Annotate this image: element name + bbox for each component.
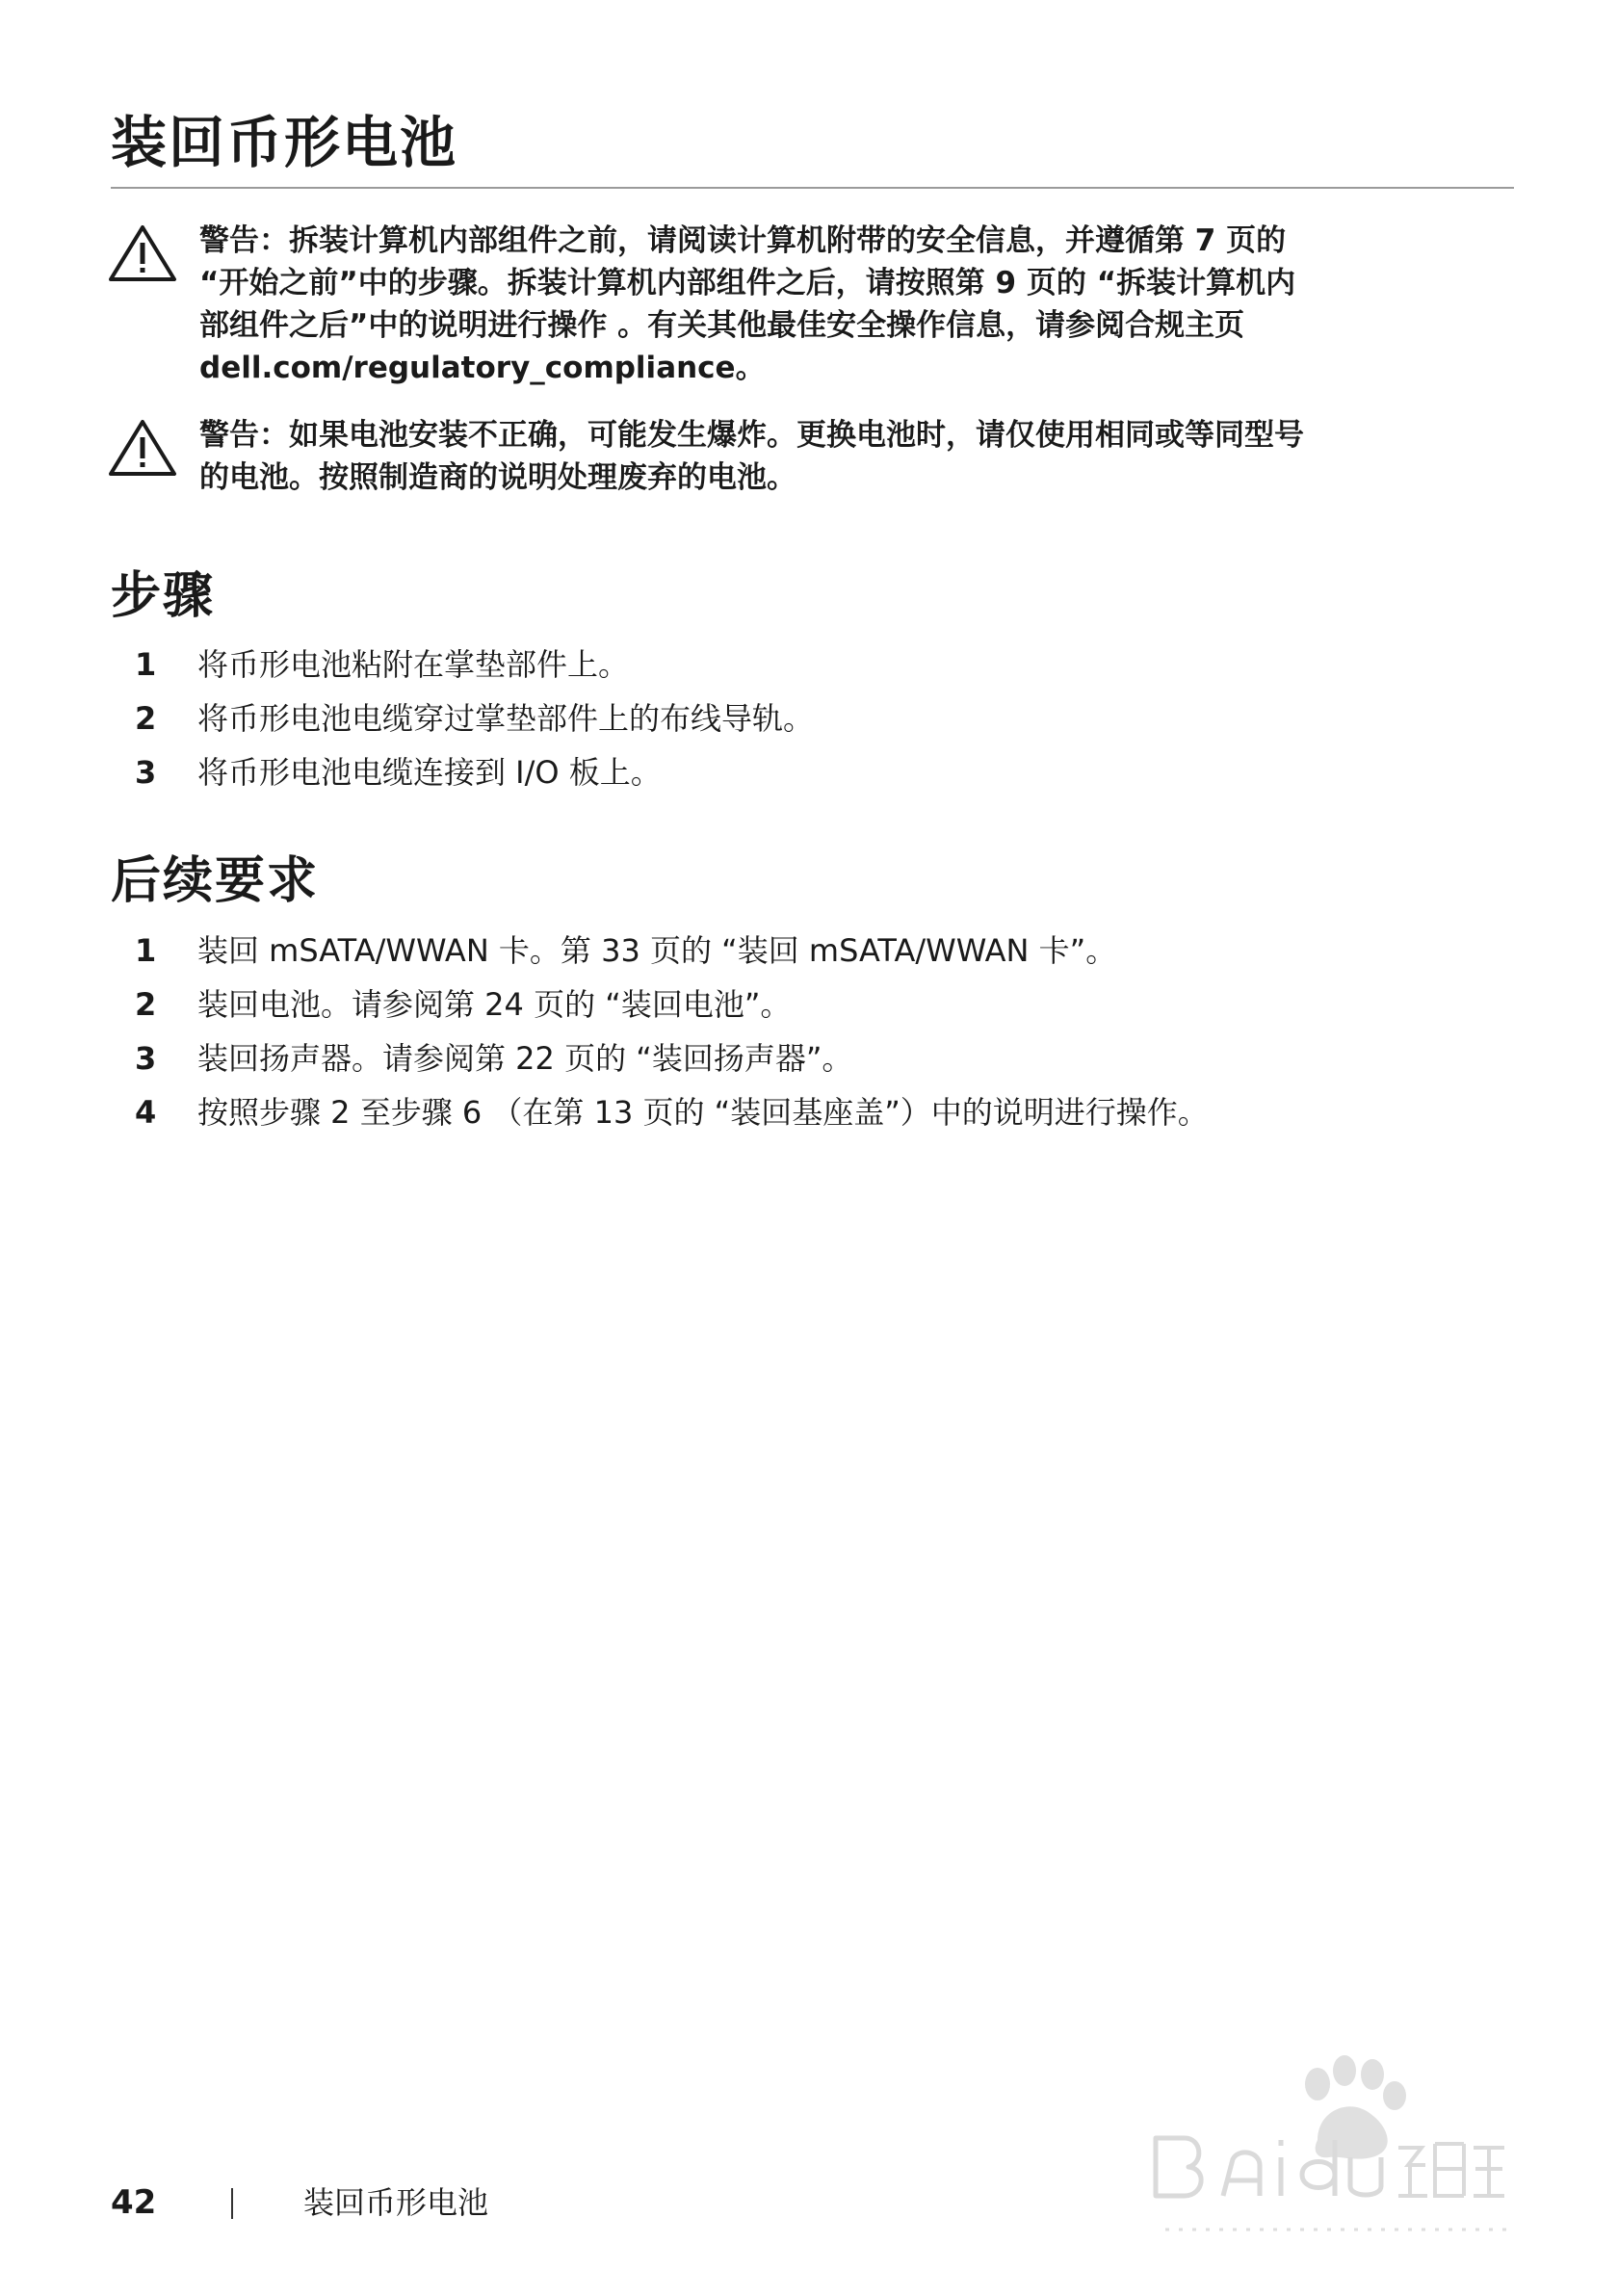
procedure-step xyxy=(0,748,1618,796)
step-text: 装回电池。请参阅第 24 页的 “装回电池”。 xyxy=(197,986,792,1023)
step-text: 装回扬声器。请参阅第 22 页的 “装回扬声器”。 xyxy=(197,1040,853,1077)
paw-icon xyxy=(1305,2055,1406,2159)
warning-line: 警告：如果电池安装不正确，可能发生爆炸。更换电池时，请仅使用相同或等同型号 xyxy=(199,418,1304,453)
step-number: 3 xyxy=(135,754,157,791)
procedure-heading: 步骤 xyxy=(111,567,216,625)
step-text: 按照步骤 2 至步骤 6 （在第 13 页的 “装回基座盖”）中的说明进行操作。 xyxy=(197,1094,1209,1131)
footer-section-title: 装回币形电池 xyxy=(303,2184,489,2221)
warning-block-1 xyxy=(108,220,1514,403)
baidu-jingyan-watermark xyxy=(1146,2051,1531,2263)
postrequisite-step xyxy=(0,926,1618,975)
step-number: 2 xyxy=(135,986,157,1023)
warning-triangle-icon xyxy=(108,418,177,478)
title-divider xyxy=(111,187,1514,189)
step-number: 1 xyxy=(135,932,157,969)
warning-line: dell.com/regulatory_compliance。 xyxy=(199,351,766,385)
warning-line: “开始之前”中的步骤。拆装计算机内部组件之后，请按照第 9 页的 “拆装计算机内 xyxy=(199,266,1296,300)
step-text: 装回 mSATA/WWAN 卡。第 33 页的 “装回 mSATA/WWAN 卡”。 xyxy=(197,932,1117,969)
warning-line: 部组件之后”中的说明进行操作 。有关其他最佳安全操作信息，请参阅合规主页 xyxy=(199,308,1245,343)
step-text: 将币形电池电缆穿过掌垫部件上的布线导轨。 xyxy=(197,700,815,737)
postrequisite-step xyxy=(0,1088,1618,1136)
postrequisites-heading: 后续要求 xyxy=(111,852,320,910)
step-number: 4 xyxy=(135,1094,157,1131)
warning-triangle-icon xyxy=(108,223,177,283)
warning-text xyxy=(199,220,1596,389)
step-number: 3 xyxy=(135,1040,157,1077)
footer-divider xyxy=(231,2188,233,2219)
postrequisite-step xyxy=(0,1034,1618,1083)
warning-line: 警告：拆装计算机内部组件之前，请阅读计算机附带的安全信息，并遵循第 7 页的 xyxy=(199,223,1287,258)
page-title: 装回币形电池 xyxy=(111,110,458,175)
step-text: 将币形电池电缆连接到 I/O 板上。 xyxy=(197,754,662,791)
step-text: 将币形电池粘附在掌垫部件上。 xyxy=(197,646,630,683)
procedure-step xyxy=(0,640,1618,689)
procedure-step xyxy=(0,694,1618,743)
warning-line: 的电池。按照制造商的说明处理废弃的电池。 xyxy=(199,460,796,495)
warning-block-2 xyxy=(108,414,1514,510)
warning-text xyxy=(199,414,1596,499)
step-number: 1 xyxy=(135,646,157,683)
postrequisite-step xyxy=(0,980,1618,1029)
page-number: 42 xyxy=(111,2183,157,2222)
step-number: 2 xyxy=(135,700,157,737)
